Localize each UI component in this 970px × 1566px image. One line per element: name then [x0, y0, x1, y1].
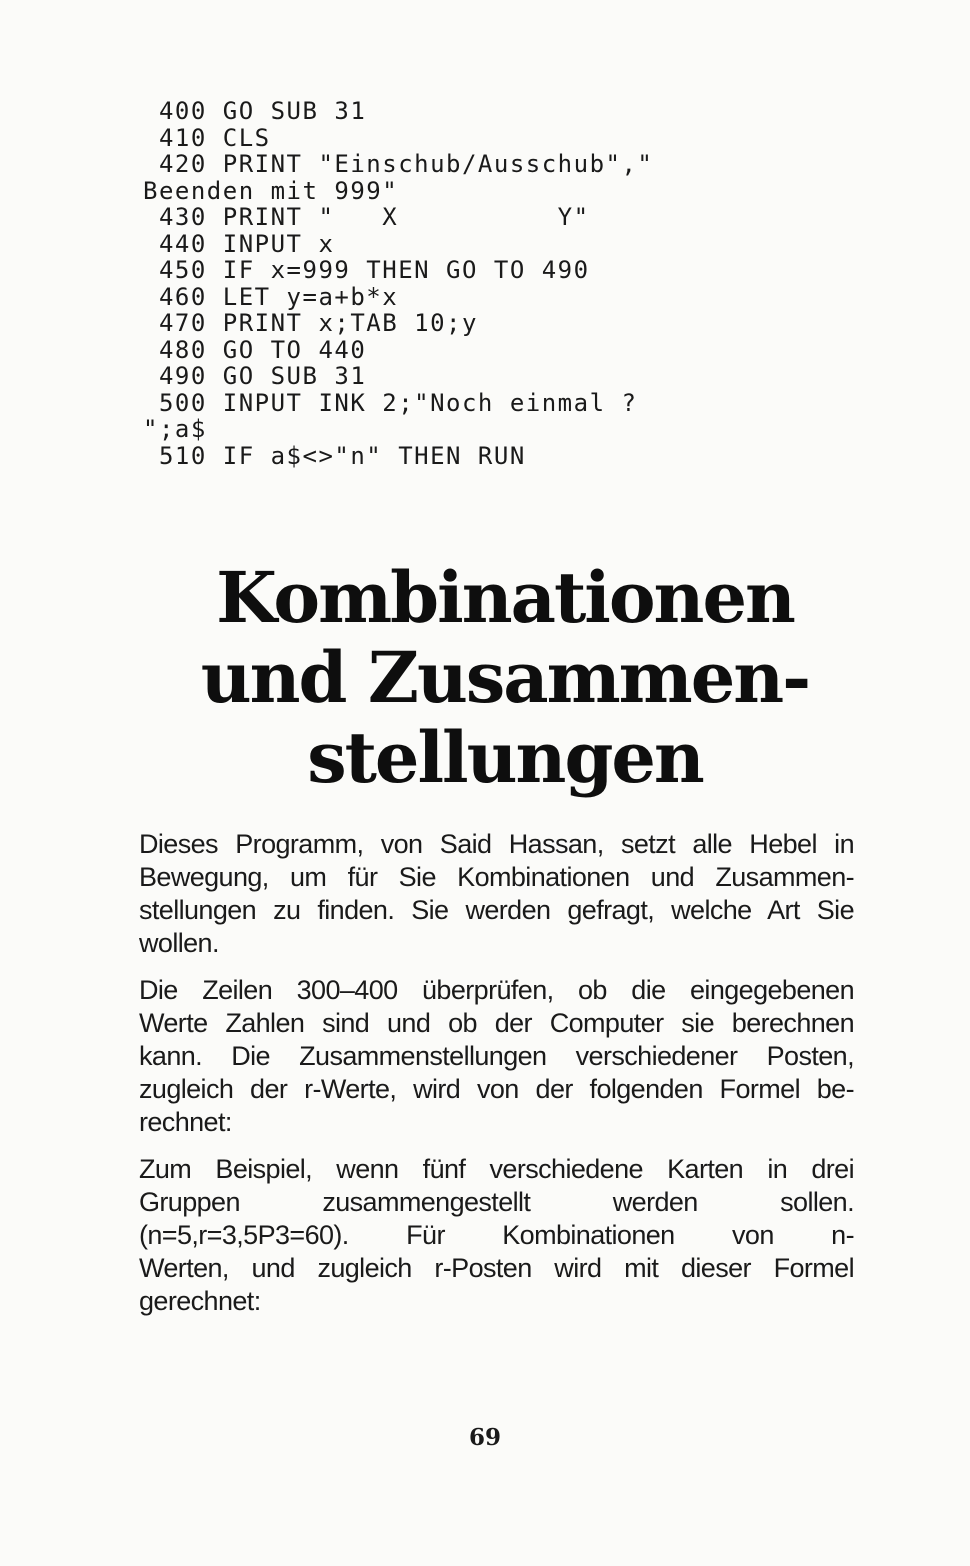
- text-line: stellungen zu finden. Sie werden gefragt, welche Art Sie: [139, 895, 854, 925]
- text-line: Bewegung, um für Sie Kombinationen und Zusammen-: [139, 862, 854, 892]
- text-line: wollen.: [139, 928, 219, 958]
- code-line: 490 GO SUB 31: [143, 362, 367, 390]
- heading-line: und Zusammen-: [200, 636, 810, 719]
- code-line: 470 PRINT x;TAB 10;y: [143, 309, 478, 337]
- paragraph: [139, 1153, 854, 1318]
- paragraph: [139, 828, 854, 960]
- chapter-heading: [140, 558, 870, 798]
- text-line: gerechnet:: [139, 1286, 261, 1316]
- text-line: zugleich der r-Werte, wird von der folgenden Formel be-: [139, 1074, 854, 1104]
- code-line: 500 INPUT INK 2;"Noch einmal ?: [143, 388, 638, 417]
- text-line: Werte Zahlen sind und ob der Computer sie berechnen: [139, 1008, 854, 1038]
- text-line: Dieses Programm, von Said Hassan, setzt alle Hebel in: [139, 829, 854, 859]
- page-number: 69: [468, 1424, 501, 1451]
- code-line: 420 PRINT "Einschub/Ausschub",": [143, 150, 654, 178]
- code-line: 410 CLS: [143, 123, 271, 152]
- code-line: 450 IF x=999 THEN GO TO 490: [143, 256, 590, 284]
- paragraph: [139, 974, 854, 1139]
- text-line: kann. Die Zusammenstellungen verschiedener Posten,: [139, 1041, 854, 1071]
- text-line: (n=5,r=3,5P3=60). Für Kombinationen von n-: [139, 1220, 854, 1250]
- heading-line: Kombinationen: [216, 556, 794, 639]
- code-line: 460 LET y=a+b*x: [143, 282, 399, 311]
- text-line: Gruppen zusammengestellt werden sollen.: [139, 1187, 854, 1217]
- code-line: 510 IF a$<>"n" THEN RUN: [143, 441, 526, 470]
- text-line: Die Zeilen 300–400 überprüfen, ob die eingegebenen: [139, 975, 854, 1005]
- code-line: 480 GO TO 440: [143, 335, 367, 364]
- code-line: 440 INPUT x: [143, 229, 335, 258]
- text-line: Werten, und zugleich r-Posten wird mit dieser Formel: [139, 1253, 854, 1283]
- text-line: Zum Beispiel, wenn fünf verschiedene Karten in drei: [139, 1154, 854, 1184]
- body-text: [139, 828, 854, 1332]
- code-line: 400 GO SUB 31: [143, 97, 367, 125]
- text-line: rechnet:: [139, 1107, 232, 1137]
- code-line: Beenden mit 999": [143, 176, 399, 205]
- code-line: ";a$: [143, 415, 207, 443]
- heading-line: stellungen: [307, 716, 703, 799]
- basic-code-listing: [143, 98, 793, 469]
- code-line: 430 PRINT " X Y": [143, 203, 590, 231]
